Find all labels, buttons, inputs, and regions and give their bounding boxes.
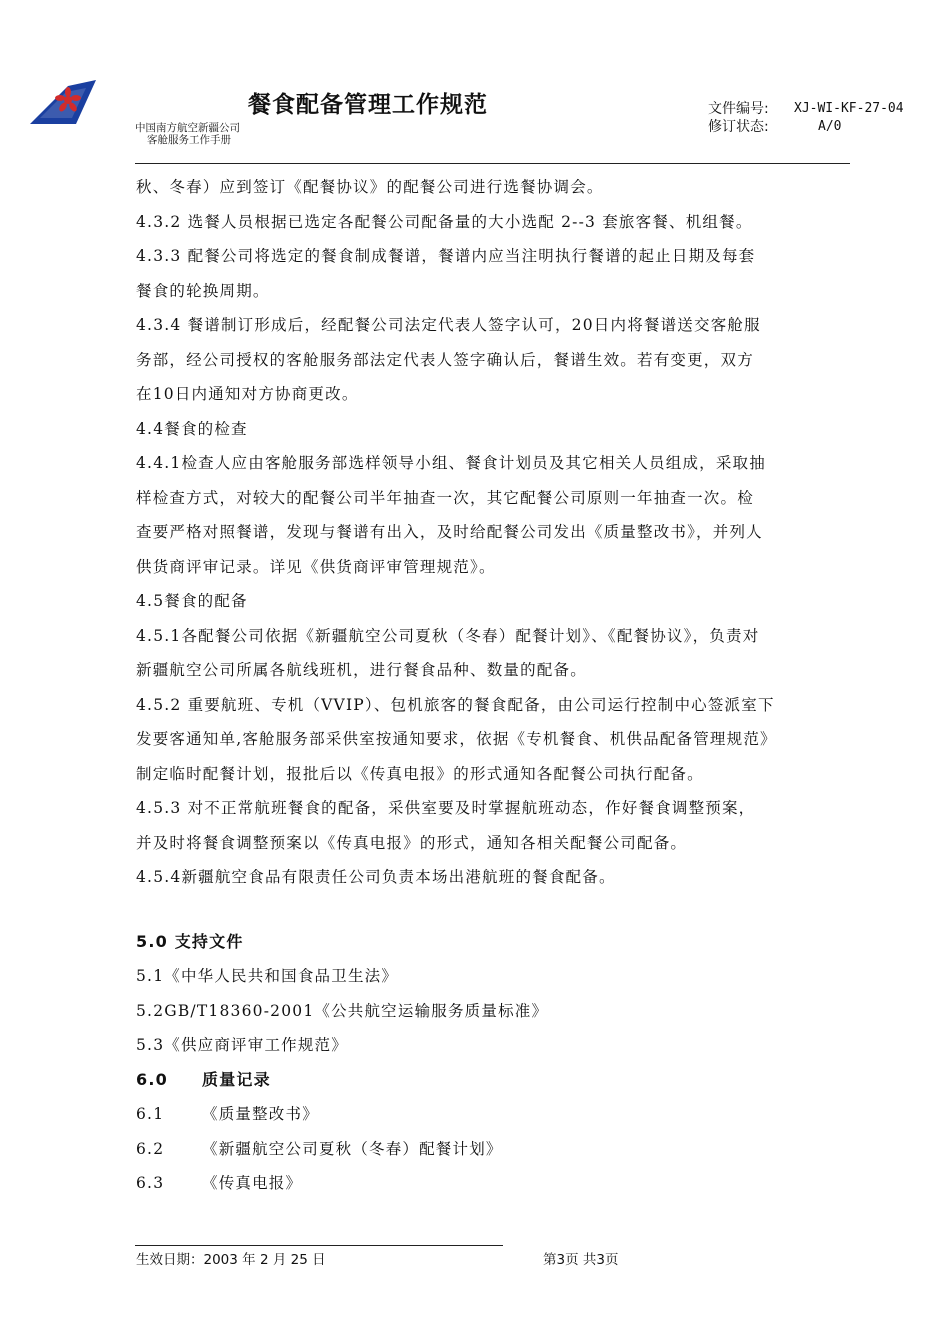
document-body — [136, 170, 852, 1201]
paragraph: 在10日内通知对方协商更改。 — [136, 385, 359, 403]
paragraph: 4.4.1检查人应由客舱服务部选样领导小组、餐食计划员及其它相关人员组成，采取抽 — [136, 454, 766, 472]
paragraph: 4.3.2 选餐人员根据已选定各配餐公司配备量的大小选配 2--3 套旅客餐、机组餐。 — [136, 212, 753, 231]
effective-date: 生效日期：2003 年 2 月 25 日 — [136, 1252, 326, 1268]
section-6-title: 质量记录 — [202, 1069, 271, 1089]
section-heading: 4.5餐食的配备 — [136, 592, 248, 610]
list-item-number: 6.3 — [136, 1174, 165, 1192]
paragraph: 秋、冬春）应到签订《配餐协议》的配餐公司进行选餐协调会。 — [136, 178, 604, 196]
section-5-heading: 5.0 支持文件 — [136, 931, 244, 951]
document-title: 餐食配备管理工作规范 — [248, 92, 488, 118]
list-item — [136, 1166, 852, 1201]
company-block — [135, 122, 240, 146]
list-item-text: 《质量整改书》 — [202, 1105, 319, 1123]
revision-value: A/0 — [818, 119, 842, 134]
footer-divider — [135, 1245, 503, 1246]
paragraph: 新疆航空公司所属各航线班机，进行餐食品种、数量的配备。 — [136, 661, 587, 679]
list-item-text: 《新疆航空公司夏秋（冬春）配餐计划》 — [202, 1139, 503, 1158]
paragraph: 制定临时配餐计划，报批后以《传真电报》的形式通知各配餐公司执行配备。 — [136, 764, 704, 783]
revision-label: 修订状态: — [708, 119, 769, 135]
section-6-number: 6.0 — [136, 1069, 168, 1089]
document-meta — [708, 100, 904, 136]
paragraph: 4.3.4 餐谱制订形成后，经配餐公司法定代表人签字认可，20日内将餐谱送交客舱服 — [136, 316, 761, 334]
paragraph: 并及时将餐食调整预案以《传真电报》的形式，通知各相关配餐公司配备。 — [136, 833, 688, 852]
paragraph: 餐食的轮换周期。 — [136, 281, 270, 300]
paragraph: 4.5.3 对不正常航班餐食的配备，采供室要及时掌握航班动态，作好餐食调整预案， — [136, 799, 756, 817]
list-item-text: 《传真电报》 — [202, 1174, 303, 1192]
company-name: 中国南方航空新疆公司 — [135, 122, 240, 134]
doc-number-label: 文件编号: — [708, 101, 769, 117]
list-item — [136, 1132, 852, 1167]
paragraph: 4.5.4新疆航空食品有限责任公司负责本场出港航班的餐食配备。 — [136, 868, 616, 886]
paragraph: 4.5.1各配餐公司依据《新疆航空公司夏秋（冬春）配餐计划》、《配餐协议》，负责对 — [136, 626, 760, 645]
company-logo-icon — [28, 78, 98, 126]
manual-name: 客舱服务工作手册 — [147, 134, 231, 146]
paragraph: 务部，经公司授权的客舱服务部法定代表人签字确认后，餐谱生效。若有变更，双方 — [136, 350, 754, 369]
header-divider — [135, 163, 850, 164]
paragraph: 4.5.2 重要航班、专机（VVIP）、包机旅客的餐食配备，由公司运行控制中心签派室下 — [136, 695, 775, 714]
paragraph: 样检查方式，对较大的配餐公司半年抽查一次，其它配餐公司原则一年抽查一次。检 — [136, 488, 754, 507]
paragraph: 4.3.3 配餐公司将选定的餐食制成餐谱，餐谱内应当注明执行餐谱的起止日期及每套 — [136, 247, 756, 265]
list-item: 5.1《中华人民共和国食品卫生法》 — [136, 967, 399, 985]
list-item: 5.2GB/T18360-2001《公共航空运输服务质量标准》 — [136, 1001, 549, 1020]
paragraph: 查要严格对照餐谱，发现与餐谱有出入，及时给配餐公司发出《质量整改书》，并列人 — [136, 523, 763, 541]
list-item: 5.3《供应商评审工作规范》 — [136, 1036, 348, 1054]
doc-number-value: XJ-WI-KF-27-04 — [794, 101, 904, 116]
page-number: 第3页 共3页 — [543, 1252, 619, 1268]
paragraph: 供货商评审记录。详见《供货商评审管理规范》。 — [136, 557, 496, 576]
list-item-number: 6.1 — [136, 1105, 165, 1123]
section-6-heading — [136, 1063, 852, 1098]
list-item-number: 6.2 — [136, 1139, 165, 1158]
paragraph: 发要客通知单,客舱服务部采供室按通知要求，依据《专机餐食、机供品配备管理规范》 — [136, 730, 777, 748]
section-heading: 4.4餐食的检查 — [136, 419, 248, 438]
list-item — [136, 1097, 852, 1132]
